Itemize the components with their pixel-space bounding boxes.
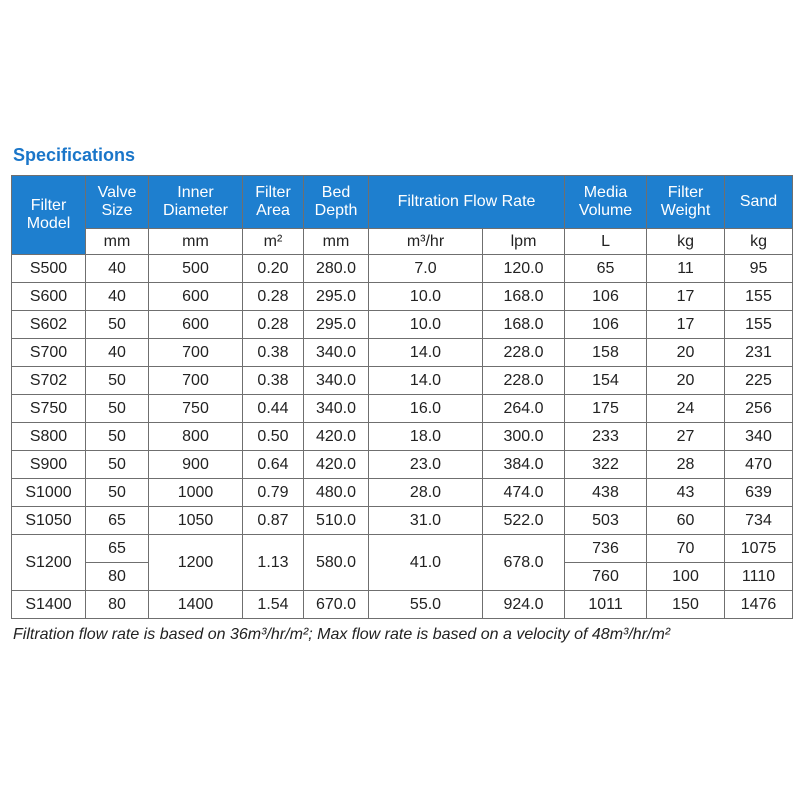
table-cell: 80 xyxy=(86,591,149,619)
table-body-tail xyxy=(12,535,793,619)
table-cell: 175 xyxy=(565,395,647,423)
table-cell: 420.0 xyxy=(304,451,369,479)
table-cell: 670.0 xyxy=(304,591,369,619)
header-valve-size: Valve Size xyxy=(86,176,149,229)
model-cell: S702 xyxy=(12,367,86,395)
table-cell: 50 xyxy=(86,367,149,395)
header-row xyxy=(12,176,793,229)
unit-cell: mm xyxy=(86,229,149,255)
table-cell: 474.0 xyxy=(483,479,565,507)
table-cell: 155 xyxy=(725,283,793,311)
table-cell: 736 xyxy=(565,535,647,563)
table-cell: 100 xyxy=(647,563,725,591)
table-cell: 106 xyxy=(565,311,647,339)
table-cell: 340.0 xyxy=(304,395,369,423)
table-cell: 65 xyxy=(86,507,149,535)
table-row xyxy=(12,591,793,619)
table-cell: 0.38 xyxy=(243,339,304,367)
table-cell: 95 xyxy=(725,255,793,283)
table-cell: 1110 xyxy=(725,563,793,591)
table-cell: 60 xyxy=(647,507,725,535)
table-cell: 256 xyxy=(725,395,793,423)
table-cell: 750 xyxy=(149,395,243,423)
table-cell: 295.0 xyxy=(304,283,369,311)
table-row xyxy=(12,423,793,451)
table-cell: 16.0 xyxy=(369,395,483,423)
model-cell: S1000 xyxy=(12,479,86,507)
table-cell: 0.38 xyxy=(243,367,304,395)
header-inner-diameter: Inner Diameter xyxy=(149,176,243,229)
table-cell: 43 xyxy=(647,479,725,507)
table-cell: 300.0 xyxy=(483,423,565,451)
table-cell: 65 xyxy=(565,255,647,283)
table-cell: 1.13 xyxy=(243,535,304,591)
table-cell: 340.0 xyxy=(304,339,369,367)
table-cell: 158 xyxy=(565,339,647,367)
table-cell: 10.0 xyxy=(369,283,483,311)
table-cell: 23.0 xyxy=(369,451,483,479)
table-cell: 0.64 xyxy=(243,451,304,479)
table-cell: 11 xyxy=(647,255,725,283)
header-flow-rate: Filtration Flow Rate xyxy=(369,176,565,229)
table-cell: 500 xyxy=(149,255,243,283)
table-cell: 50 xyxy=(86,423,149,451)
unit-cell: lpm xyxy=(483,229,565,255)
table-cell: 65 xyxy=(86,535,149,563)
units-row xyxy=(12,229,793,255)
table-row xyxy=(12,535,793,563)
table-cell: 28.0 xyxy=(369,479,483,507)
table-cell: 80 xyxy=(86,563,149,591)
unit-cell: mm xyxy=(149,229,243,255)
table-cell: 0.20 xyxy=(243,255,304,283)
model-cell: S750 xyxy=(12,395,86,423)
table-cell: 1476 xyxy=(725,591,793,619)
table-cell: 1000 xyxy=(149,479,243,507)
table-cell: 228.0 xyxy=(483,339,565,367)
table-cell: 800 xyxy=(149,423,243,451)
table-cell: 600 xyxy=(149,283,243,311)
table-cell: 41.0 xyxy=(369,535,483,591)
table-cell: 50 xyxy=(86,479,149,507)
table-cell: 1011 xyxy=(565,591,647,619)
table-cell: 70 xyxy=(647,535,725,563)
table-cell: 700 xyxy=(149,367,243,395)
header-filter-weight: Filter Weight xyxy=(647,176,725,229)
table-cell: 1400 xyxy=(149,591,243,619)
table-cell: 639 xyxy=(725,479,793,507)
table-cell: 233 xyxy=(565,423,647,451)
table-cell: 384.0 xyxy=(483,451,565,479)
table-cell: 678.0 xyxy=(483,535,565,591)
table-cell: 924.0 xyxy=(483,591,565,619)
header-media-volume: Media Volume xyxy=(565,176,647,229)
table-cell: 470 xyxy=(725,451,793,479)
table-cell: 120.0 xyxy=(483,255,565,283)
unit-cell: kg xyxy=(647,229,725,255)
table-cell: 31.0 xyxy=(369,507,483,535)
table-cell: 1075 xyxy=(725,535,793,563)
table-cell: 734 xyxy=(725,507,793,535)
model-cell: S800 xyxy=(12,423,86,451)
model-cell: S1050 xyxy=(12,507,86,535)
header-filter-area: Filter Area xyxy=(243,176,304,229)
footnote: Filtration flow rate is based on 36m³/hr/m²; Max flow rate is based on a velocity of 48m³/hr/m² xyxy=(13,626,671,643)
table-cell: 225 xyxy=(725,367,793,395)
table-cell: 600 xyxy=(149,311,243,339)
table-cell: 20 xyxy=(647,339,725,367)
table-cell: 154 xyxy=(565,367,647,395)
table-cell: 760 xyxy=(565,563,647,591)
table-cell: 1050 xyxy=(149,507,243,535)
table-cell: 0.28 xyxy=(243,311,304,339)
table-cell: 28 xyxy=(647,451,725,479)
header-sand: Sand xyxy=(725,176,793,229)
header-bed-depth: Bed Depth xyxy=(304,176,369,229)
table-cell: 0.44 xyxy=(243,395,304,423)
table-cell: 106 xyxy=(565,283,647,311)
table-row xyxy=(12,395,793,423)
table-cell: 50 xyxy=(86,451,149,479)
table-row xyxy=(12,255,793,283)
unit-cell: L xyxy=(565,229,647,255)
table-cell: 24 xyxy=(647,395,725,423)
unit-cell: m² xyxy=(243,229,304,255)
unit-cell: kg xyxy=(725,229,793,255)
table-cell: 420.0 xyxy=(304,423,369,451)
model-cell: S600 xyxy=(12,283,86,311)
table-cell: 40 xyxy=(86,339,149,367)
table-cell: 150 xyxy=(647,591,725,619)
table-cell: 480.0 xyxy=(304,479,369,507)
table-cell: 280.0 xyxy=(304,255,369,283)
table-cell: 295.0 xyxy=(304,311,369,339)
table-row xyxy=(12,339,793,367)
table-cell: 228.0 xyxy=(483,367,565,395)
table-row xyxy=(12,507,793,535)
table-row xyxy=(12,311,793,339)
table-cell: 40 xyxy=(86,255,149,283)
table-cell: 7.0 xyxy=(369,255,483,283)
table-cell: 1.54 xyxy=(243,591,304,619)
table-cell: 900 xyxy=(149,451,243,479)
table-cell: 700 xyxy=(149,339,243,367)
table-cell: 340 xyxy=(725,423,793,451)
table-cell: 522.0 xyxy=(483,507,565,535)
table-cell: 0.87 xyxy=(243,507,304,535)
section-title: Specifications xyxy=(13,145,136,165)
table-cell: 155 xyxy=(725,311,793,339)
table-cell: 55.0 xyxy=(369,591,483,619)
table-cell: 18.0 xyxy=(369,423,483,451)
table-row xyxy=(12,367,793,395)
table-cell: 231 xyxy=(725,339,793,367)
model-cell: S1200 xyxy=(12,535,86,591)
table-cell: 340.0 xyxy=(304,367,369,395)
table-cell: 0.50 xyxy=(243,423,304,451)
unit-cell: m³/hr xyxy=(369,229,483,255)
table-cell: 168.0 xyxy=(483,311,565,339)
unit-cell: mm xyxy=(304,229,369,255)
table-cell: 580.0 xyxy=(304,535,369,591)
model-cell: S500 xyxy=(12,255,86,283)
table-cell: 503 xyxy=(565,507,647,535)
table-cell: 40 xyxy=(86,283,149,311)
table-cell: 0.28 xyxy=(243,283,304,311)
table-row xyxy=(12,451,793,479)
table-cell: 50 xyxy=(86,395,149,423)
model-cell: S700 xyxy=(12,339,86,367)
table-row xyxy=(12,479,793,507)
table-cell: 168.0 xyxy=(483,283,565,311)
table-cell: 17 xyxy=(647,283,725,311)
table-cell: 264.0 xyxy=(483,395,565,423)
table-body xyxy=(12,255,793,535)
table-cell: 322 xyxy=(565,451,647,479)
table-cell: 27 xyxy=(647,423,725,451)
table-row xyxy=(12,283,793,311)
table-cell: 1200 xyxy=(149,535,243,591)
table-cell: 14.0 xyxy=(369,339,483,367)
model-cell: S602 xyxy=(12,311,86,339)
table-cell: 510.0 xyxy=(304,507,369,535)
table-cell: 14.0 xyxy=(369,367,483,395)
table-cell: 17 xyxy=(647,311,725,339)
table-cell: 50 xyxy=(86,311,149,339)
header-filter-model: Filter Model xyxy=(12,176,86,255)
table-cell: 0.79 xyxy=(243,479,304,507)
specifications-table xyxy=(11,175,793,619)
model-cell: S900 xyxy=(12,451,86,479)
model-cell: S1400 xyxy=(12,591,86,619)
table-cell: 20 xyxy=(647,367,725,395)
table-cell: 10.0 xyxy=(369,311,483,339)
table-cell: 438 xyxy=(565,479,647,507)
